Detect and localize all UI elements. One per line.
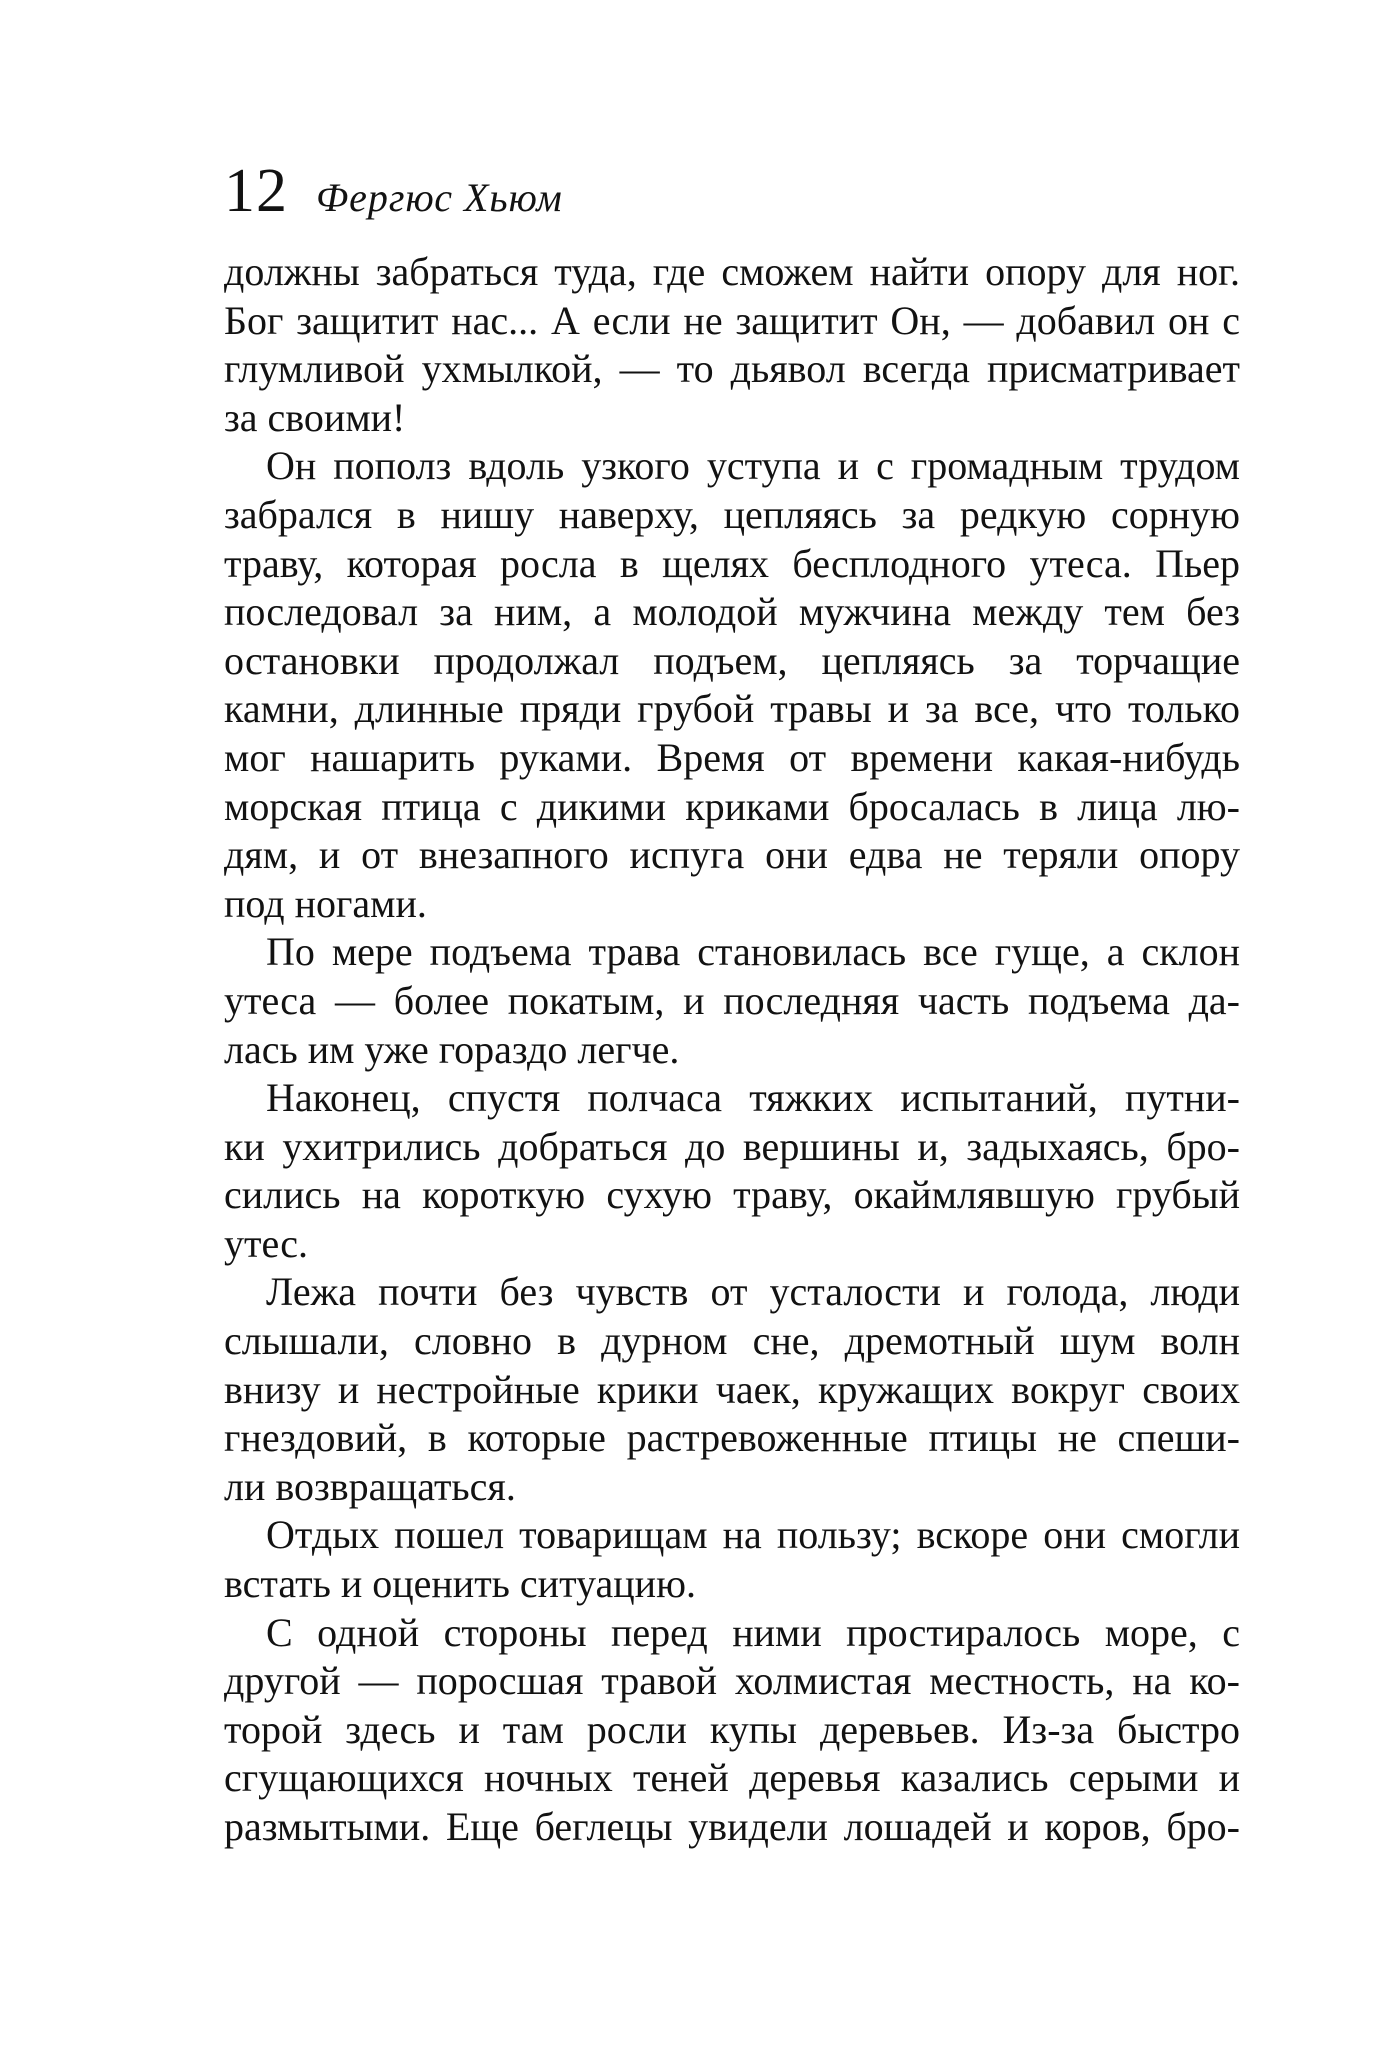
text-line: С одной стороны перед ними простиралось море, с <box>266 1609 1240 1655</box>
text-line: последовал за ним, а молодой мужчина между тем без <box>224 589 1240 635</box>
paragraph <box>224 442 1240 928</box>
text-line: должны забраться туда, где сможем найти опору для ног. <box>224 249 1240 294</box>
text-line: слышали, словно в дурном сне, дремотный шум волн <box>224 1318 1240 1364</box>
page-number: 12 <box>224 157 288 225</box>
paragraph <box>224 928 1240 1074</box>
text-line: встать и оценить ситуацию. <box>224 1561 696 1607</box>
text-line: Отдых пошел товарищам на пользу; вскоре они смогли <box>266 1512 1240 1558</box>
text-line: ки ухитрились добраться до вершины и, задыхаясь, бро- <box>224 1123 1240 1169</box>
text-line: остановки продолжал подъем, цепляясь за торчащие <box>224 637 1240 683</box>
text-line: внизу и нестройные крики чаек, кружащих вокруг своих <box>224 1366 1240 1412</box>
text-line: Лежа почти без чувств от усталости и голода, люди <box>266 1269 1240 1315</box>
text-line: Наконец, спустя полчаса тяжких испытаний, путни- <box>266 1075 1240 1121</box>
text-line: траву, которая росла в щелях бесплодного утеса. Пьер <box>224 540 1240 586</box>
paragraph <box>224 1074 1240 1268</box>
paragraph <box>224 1609 1240 1852</box>
text-line: другой — поросшая травой холмистая местность, на ко- <box>224 1658 1240 1704</box>
text-line: сились на короткую сухую траву, окаймлявшую грубый <box>224 1172 1240 1218</box>
text-line: размытыми. Еще беглецы увидели лошадей и коров, бро- <box>224 1804 1240 1849</box>
paragraph <box>224 248 1240 442</box>
text-line: утес. <box>224 1220 308 1266</box>
text-line: дям, и от внезапного испуга они едва не теряли опору <box>224 832 1240 878</box>
text-line: забрался в нишу наверху, цепляясь за редкую сорную <box>224 491 1240 537</box>
text-line: мог нашарить руками. Время от времени какая-нибудь <box>224 734 1240 780</box>
text-line: под ногами. <box>224 880 427 926</box>
text-line: глумливой ухмылкой, — то дьявол всегда присматривает <box>224 346 1240 392</box>
text-line: По мере подъема трава становилась все гуще, а склон <box>266 929 1240 975</box>
body-text <box>224 248 1240 1852</box>
text-line: ли возвращаться. <box>224 1463 516 1509</box>
text-line: за своими! <box>224 394 406 440</box>
page-header <box>224 157 563 225</box>
text-line: утеса — более покатым, и последняя часть подъема да- <box>224 977 1240 1023</box>
text-line: лась им уже гораздо легче. <box>224 1026 680 1072</box>
text-line: Он пополз вдоль узкого уступа и с громадным трудом <box>266 443 1240 489</box>
text-line: сгущающихся ночных теней деревья казались серыми и <box>224 1755 1240 1801</box>
paragraph <box>224 1268 1240 1511</box>
paragraph <box>224 1511 1240 1608</box>
text-line: Бог защитит нас... А если не защитит Он, — добавил он с <box>224 297 1240 343</box>
text-line: морская птица с дикими криками бросалась в лица лю- <box>224 783 1240 829</box>
text-line: гнездовий, в которые растревоженные птицы не спеши- <box>224 1415 1240 1461</box>
running-title: Фергюс Хьюм <box>316 175 563 220</box>
text-line: торой здесь и там росли купы деревьев. Из-за быстро <box>224 1706 1240 1752</box>
text-line: камни, длинные пряди грубой травы и за все, что только <box>224 686 1240 732</box>
